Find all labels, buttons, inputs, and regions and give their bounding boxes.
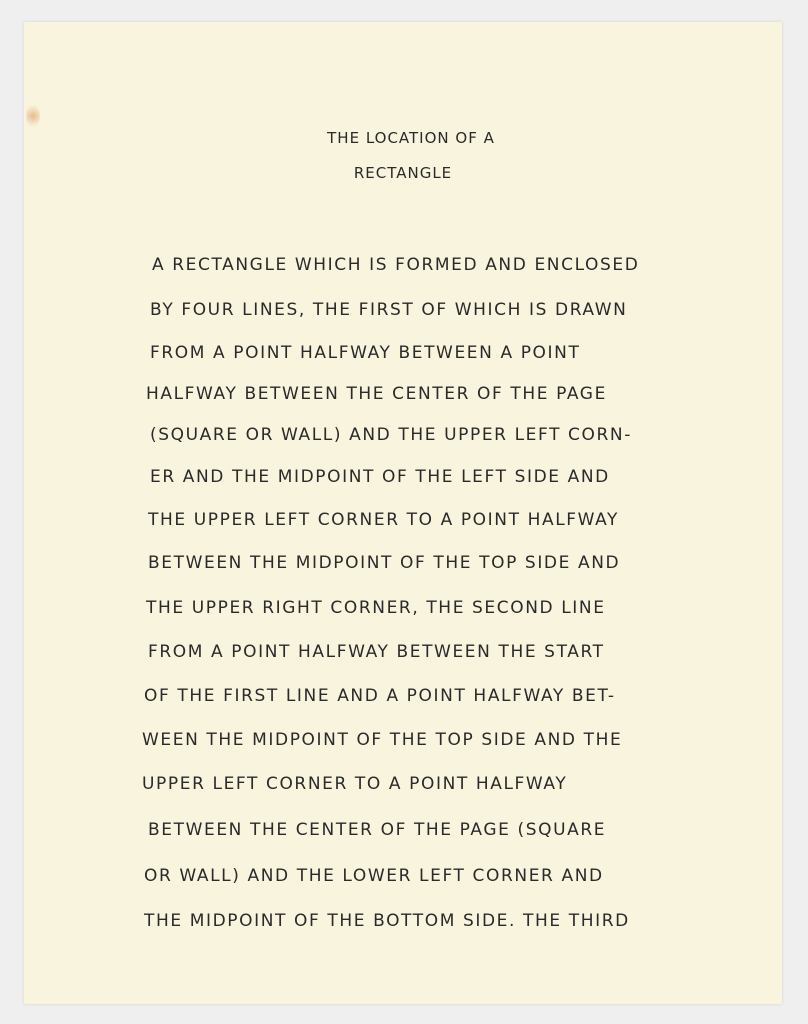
title-line-2: RECTANGLE [353,164,453,182]
text-line: (SQUARE OR WALL) AND THE UPPER LEFT CORN- [150,425,632,445]
text-line: FROM A POINT HALFWAY BETWEEN THE START [148,642,605,662]
text-line: BETWEEN THE CENTER OF THE PAGE (SQUARE [148,820,607,840]
text-line: OF THE FIRST LINE AND A POINT HALFWAY BET- [144,686,616,706]
title-line-1: THE LOCATION OF A [327,129,495,147]
text-line: UPPER LEFT CORNER TO A POINT HALFWAY [142,774,568,794]
text-line: BETWEEN THE MIDPOINT OF THE TOP SIDE AND [148,553,621,573]
text-line: OR WALL) AND THE LOWER LEFT CORNER AND [144,866,604,886]
text-line: THE UPPER RIGHT CORNER, THE SECOND LINE [146,598,606,618]
text-line: HALFWAY BETWEEN THE CENTER OF THE PAGE [146,384,607,404]
text-line: A RECTANGLE WHICH IS FORMED AND ENCLOSED [152,255,640,275]
text-line: THE UPPER LEFT CORNER TO A POINT HALFWAY [148,510,620,530]
text-line: WEEN THE MIDPOINT OF THE TOP SIDE AND THE [142,730,623,750]
paper-stain [26,105,40,127]
paper-sheet [24,22,782,1004]
text-line: ER AND THE MIDPOINT OF THE LEFT SIDE AND [150,467,610,487]
text-line: BY FOUR LINES, THE FIRST OF WHICH IS DRAWN [150,300,628,320]
text-line: FROM A POINT HALFWAY BETWEEN A POINT [150,343,581,363]
text-line: THE MIDPOINT OF THE BOTTOM SIDE. THE THIRD [144,911,630,931]
